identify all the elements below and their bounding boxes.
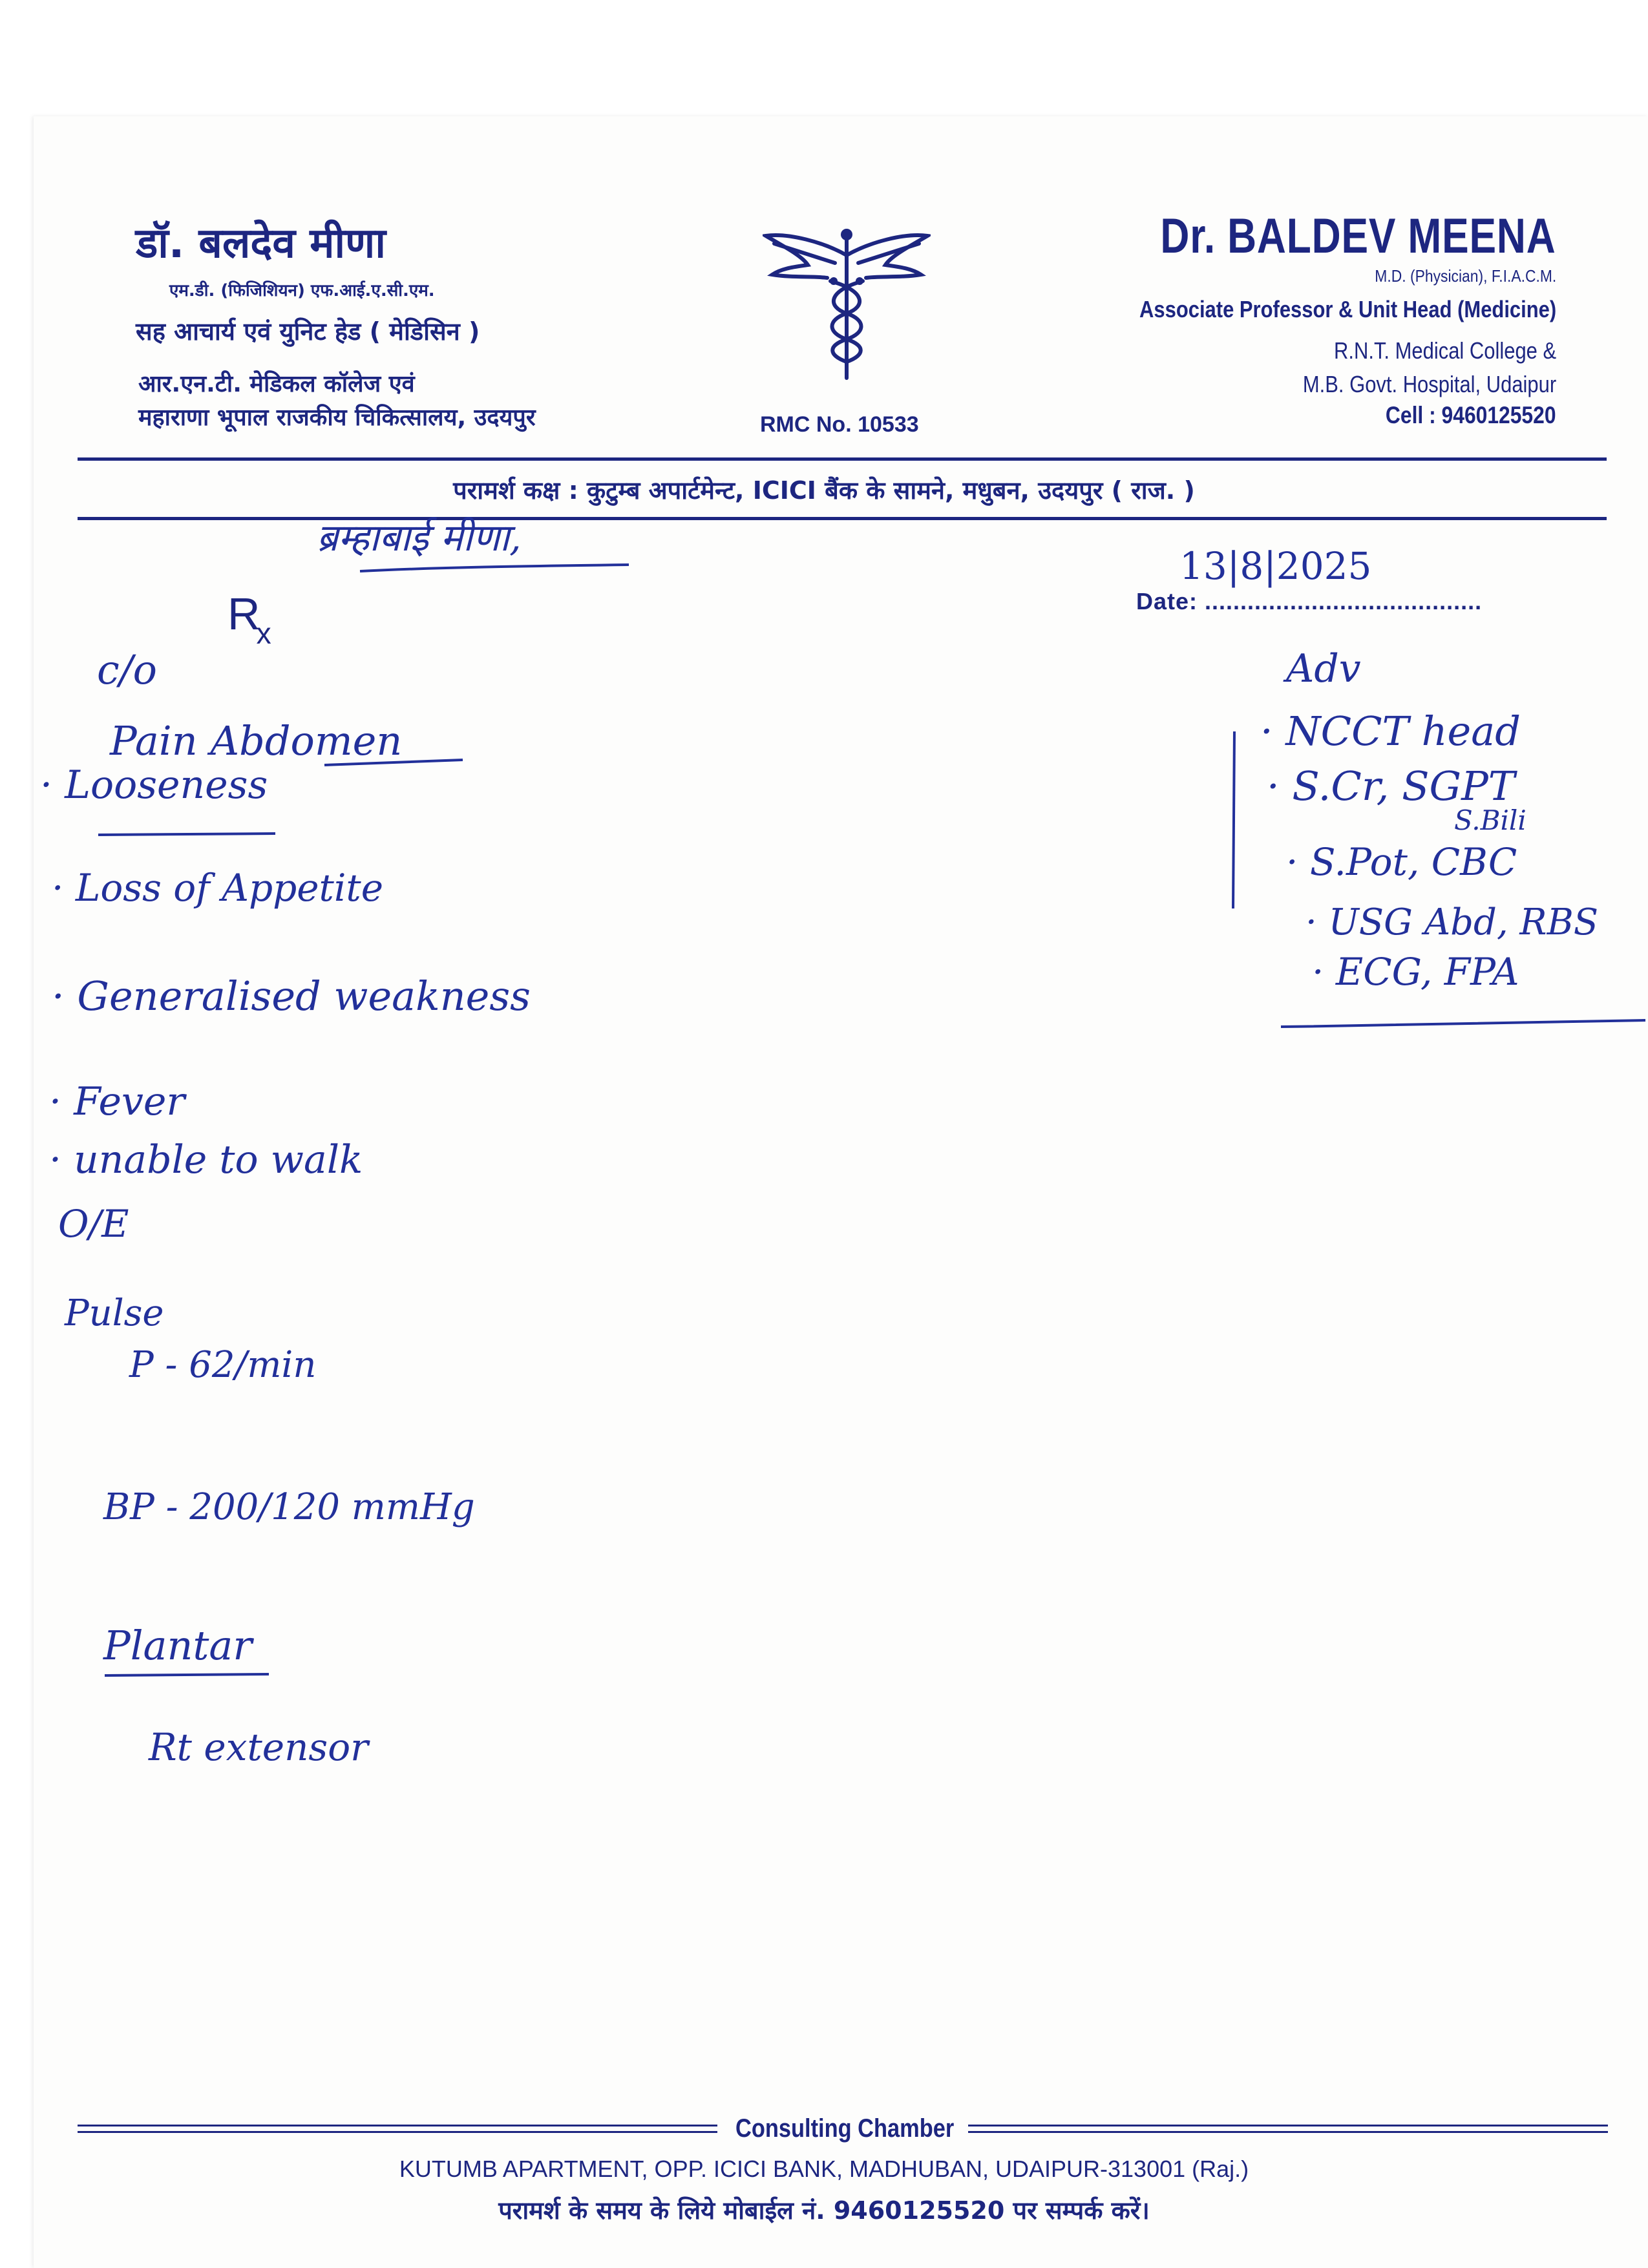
cell-number: Cell : 9460125520 bbox=[1386, 402, 1556, 428]
complaint-2: · Looseness bbox=[40, 762, 268, 808]
header-bottom-rule bbox=[78, 517, 1607, 520]
doctor-name-hindi: डॉ. बलदेव मीणा bbox=[136, 220, 386, 268]
footer-contact-hindi: परामर्श के समय के लिये मोबाईल नं. 9460125520 पर सम्पर्क करें। bbox=[498, 2196, 1150, 2225]
footer-address: KUTUMB APARTMENT, OPP. ICICI BANK, MADHUBAN, UDAIPUR-313001 (Raj.) bbox=[399, 2156, 1249, 2182]
complaint-4: · Generalised weakness bbox=[52, 972, 531, 1020]
footer-rule-right-1 bbox=[968, 2125, 1608, 2126]
advice-bracket bbox=[1228, 730, 1241, 911]
advice-heading: Adv bbox=[1286, 646, 1361, 691]
exam-plantar-finding: Rt extensor bbox=[149, 1725, 368, 1769]
examination-heading: O/E bbox=[58, 1202, 129, 1246]
date-value: 13|8|2025 bbox=[1179, 544, 1372, 588]
footer-rule-left-2 bbox=[78, 2131, 717, 2133]
plantar-underline bbox=[103, 1670, 271, 1679]
advice-2b: S.Bili bbox=[1454, 804, 1527, 836]
rx-letter: R bbox=[227, 589, 260, 639]
advice-2: · S.Cr, SGPT bbox=[1267, 762, 1516, 810]
designation-hindi: सह आचार्य एवं युनिट हेड ( मेडिसिन ) bbox=[136, 317, 480, 346]
exam-bp: BP - 200/120 mmHg bbox=[103, 1486, 475, 1528]
caduceus-icon bbox=[763, 216, 931, 384]
header-top-rule bbox=[78, 457, 1607, 461]
advice-underline bbox=[1280, 1018, 1648, 1031]
patient-name: ब्रम्हाबाई मीणा, bbox=[317, 516, 522, 560]
rmc-number: RMC No. 10533 bbox=[760, 412, 919, 437]
complaint-6: · unable to walk bbox=[49, 1137, 363, 1182]
complaint-1: Pain Abdomen bbox=[110, 717, 403, 764]
qualification-english: M.D. (Physician), F.I.A.C.M. bbox=[1375, 266, 1556, 286]
complaint-2-underline bbox=[97, 828, 278, 839]
rx-symbol bbox=[227, 588, 275, 650]
rx-subscript: x bbox=[256, 616, 271, 650]
prescription-sheet bbox=[34, 116, 1648, 2268]
qualification-hindi: एम.डी. (फिजिशियन) एफ.आई.ए.सी.एम. bbox=[169, 281, 435, 300]
patient-name-underline bbox=[359, 562, 630, 575]
complaint-3: · Loss of Appetite bbox=[52, 866, 384, 910]
institution-hindi-line2: महाराणा भूपाल राजकीय चिकित्सालय, उदयपुर bbox=[138, 404, 536, 431]
date-label: Date: ....................................... bbox=[1136, 588, 1483, 614]
complaint-5: · Fever bbox=[49, 1079, 185, 1124]
footer-rule-right-2 bbox=[968, 2131, 1608, 2133]
institution-english-line1: R.N.T. Medical College & bbox=[1333, 337, 1556, 364]
exam-plantar: Plantar bbox=[103, 1622, 252, 1669]
designation-english: Associate Professor & Unit Head (Medicine) bbox=[1139, 296, 1556, 322]
exam-pulse-label: Pulse bbox=[65, 1292, 164, 1334]
complaint-1-underline bbox=[323, 757, 465, 768]
doctor-name-english: Dr. BALDEV MEENA bbox=[1160, 209, 1556, 264]
complaint-heading: c/o bbox=[97, 646, 157, 693]
footer-rule-left-1 bbox=[78, 2125, 717, 2126]
institution-hindi-line1: आर.एन.टी. मेडिकल कॉलेज एवं bbox=[138, 371, 415, 397]
address-hindi: परामर्श कक्ष : कुटुम्ब अपार्टमेन्ट, ICICI बैंक के सामने, मधुबन, उदयपुर ( राज. ) bbox=[453, 476, 1195, 505]
exam-pulse: P - 62/min bbox=[129, 1344, 317, 1386]
advice-4: · USG Abd, RBS bbox=[1305, 901, 1599, 943]
advice-5: · ECG, FPA bbox=[1312, 950, 1519, 994]
institution-english-line2: M.B. Govt. Hospital, Udaipur bbox=[1302, 371, 1556, 397]
advice-1: · NCCT head bbox=[1260, 708, 1521, 755]
footer-heading: Consulting Chamber bbox=[735, 2114, 955, 2143]
advice-3: · S.Pot, CBC bbox=[1286, 840, 1517, 884]
